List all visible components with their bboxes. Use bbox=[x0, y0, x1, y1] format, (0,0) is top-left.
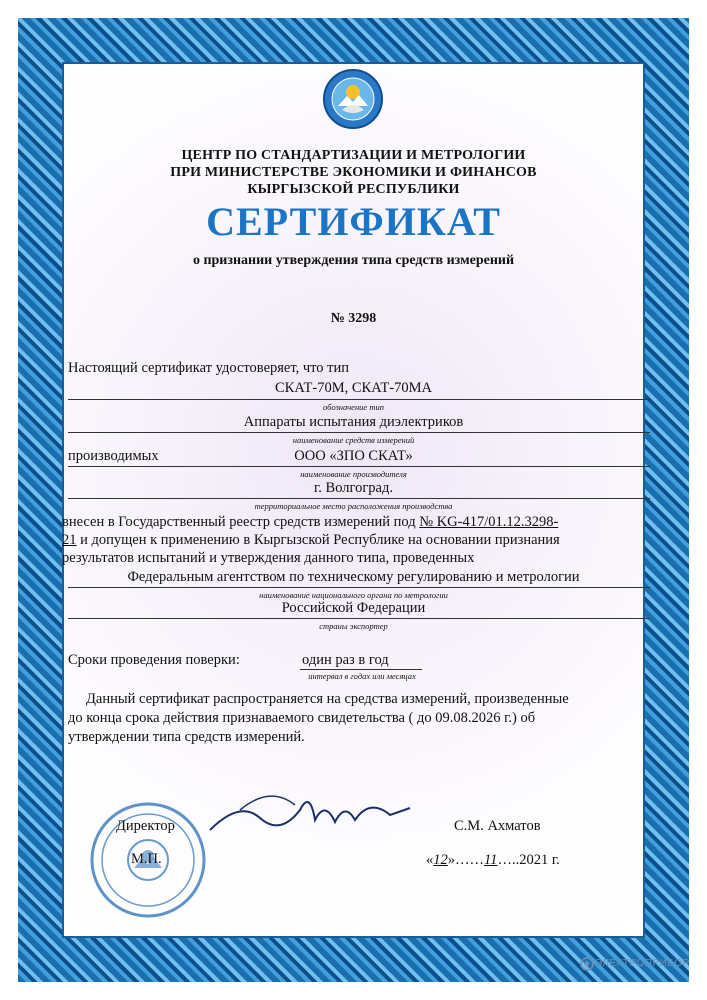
type-value: СКАТ-70М, СКАТ-70МА bbox=[275, 380, 432, 396]
date-month: 11 bbox=[484, 852, 498, 868]
issuer-line-2: ПРИ МИНИСТЕРСТВЕ ЭКОНОМИКИ И ФИНАНСОВ bbox=[170, 165, 537, 180]
date-end: …..2021 г. bbox=[497, 852, 560, 868]
validity-line-3: утверждении типа средств измерений. bbox=[68, 729, 305, 745]
metrology-body-underline bbox=[68, 587, 650, 588]
kyrgyz-emblem-icon bbox=[322, 68, 384, 130]
verification-label: Сроки проведения поверки: bbox=[68, 652, 240, 668]
type-caption: обозначение тип bbox=[323, 402, 384, 412]
manufacturer-caption: наименование производителя bbox=[300, 469, 407, 479]
validity-line-1: Данный сертификат распространяется на средства измерений, произведенные bbox=[86, 691, 569, 707]
director-label: Директор bbox=[116, 818, 175, 834]
certificate-title: СЕРТИФИКАТ bbox=[206, 199, 501, 244]
metrology-body-caption: наименование национального органа по метрологии bbox=[259, 590, 448, 600]
produced-label: производимых bbox=[68, 448, 159, 464]
validity-line-2: до конца срока действия признаваемого свидетельства ( до 09.08.2026 г.) об bbox=[68, 710, 536, 726]
intro-text: Настоящий сертификат удостоверяет, что тип bbox=[68, 360, 350, 376]
registry-number: № KG-417/01.12.3298- bbox=[419, 514, 559, 530]
country-underline bbox=[68, 618, 650, 619]
certificate-subtitle: о признании утверждения типа средств измерений bbox=[192, 253, 515, 268]
director-signature bbox=[200, 780, 420, 850]
registry-admission-text: и допущен к применению в Кыргызской Республике на основании признания bbox=[76, 532, 560, 548]
date-open: « bbox=[426, 852, 434, 868]
issuer-line-3: КЫРГЫЗСКОЙ РЕСПУБЛИКИ bbox=[247, 182, 460, 197]
date-day: 12 bbox=[433, 852, 448, 868]
verification-value: один раз в год bbox=[302, 652, 389, 668]
device-name-underline bbox=[68, 432, 650, 433]
registry-number-end: 21 bbox=[62, 532, 77, 548]
manufacturer-value: ООО «ЗПО СКАТ» bbox=[294, 448, 413, 464]
production-place-value: г. Волгоград. bbox=[314, 480, 393, 496]
metrology-body-value: Федеральным агентством по техническому регулированию и метрологии bbox=[127, 569, 580, 585]
watermark-text: ЭЛЕКТРОПРИБОР bbox=[595, 958, 690, 969]
production-place-underline bbox=[68, 498, 650, 499]
registry-text: внесен в Государственный реестр средств измерений под bbox=[62, 514, 420, 530]
watermark-logo-icon bbox=[580, 957, 594, 971]
device-name-value: Аппараты испытания диэлектриков bbox=[243, 414, 464, 430]
type-underline bbox=[68, 399, 650, 400]
certificate-number: № 3298 bbox=[330, 311, 377, 326]
seal-label: М.П. bbox=[131, 851, 162, 867]
verification-caption: интервал в годах или месяцах bbox=[308, 671, 416, 681]
country-caption: страны экспортер bbox=[319, 621, 388, 631]
registry-line-2 bbox=[62, 532, 560, 549]
manufacturer-underline bbox=[68, 466, 650, 467]
verification-underline bbox=[300, 669, 422, 670]
issue-date bbox=[426, 852, 560, 869]
issuer-line-1: ЦЕНТР ПО СТАНДАРТИЗАЦИИ И МЕТРОЛОГИИ bbox=[181, 148, 526, 163]
country-value: Российской Федерации bbox=[281, 600, 426, 616]
production-place-caption: территориальное место расположения производства bbox=[254, 501, 453, 511]
registry-line-3: результатов испытаний и утверждения данного типа, проведенных bbox=[62, 550, 475, 566]
device-name-caption: наименование средств измерений bbox=[292, 435, 415, 445]
date-mid: »…… bbox=[447, 852, 484, 868]
registry-line-1 bbox=[62, 514, 558, 531]
signer-name: С.М. Ахматов bbox=[454, 818, 541, 834]
